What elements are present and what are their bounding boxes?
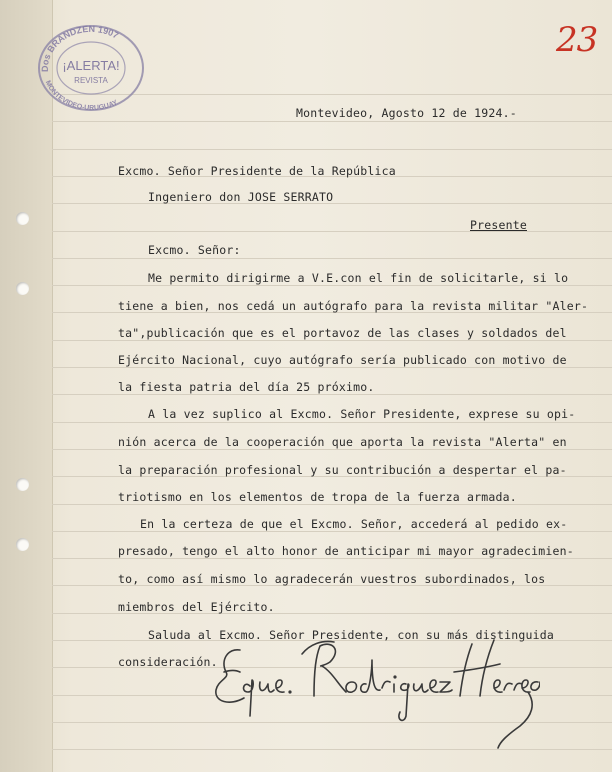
ruled-line [52, 149, 612, 150]
body-line: ta",publicación que es el portavoz de las clases y soldados del [118, 326, 567, 340]
handwritten-signature [210, 620, 540, 750]
body-line: la fiesta patria del día 25 próximo. [118, 380, 375, 394]
ruled-line [52, 504, 612, 505]
salutation: Excmo. Señor: [148, 243, 241, 257]
stamp-sub-text: REVISTA [74, 76, 108, 85]
body-line: miembros del Ejército. [118, 600, 275, 614]
body-line: A la vez suplico al Excmo. Señor Presidente, exprese su opi- [148, 407, 576, 421]
body-line: tiene a bien, nos cedá un autógrafo para la revista militar "Aler- [118, 299, 589, 313]
folio-number: 23 [556, 20, 598, 60]
body-line: Me permito dirigirme a V.E.con el fin de solicitarle, si lo [148, 271, 569, 285]
presente-label: Presente [470, 218, 527, 232]
binder-hole [16, 282, 29, 295]
stamp-arc-top: Dos BRANDZEN 1907 [39, 23, 121, 73]
ruled-line [52, 340, 612, 341]
ruled-line [52, 258, 612, 259]
ruled-line [52, 422, 612, 423]
ruled-line [52, 531, 612, 532]
body-line: la preparación profesional y su contribución a despertar el pa- [118, 463, 567, 477]
ruled-line [52, 367, 612, 368]
alerta-stamp [34, 22, 148, 114]
body-line: triotismo en los elementos de tropa de la fuerza armada. [118, 490, 517, 504]
ruled-line [52, 121, 612, 122]
addressee-line-2: Ingeniero don JOSE SERRATO [148, 190, 334, 204]
body-line: nión acerca de la cooperación que aporta la revista "Alerta" en [118, 435, 567, 449]
body-line: consideración. [118, 655, 218, 669]
body-line: Saluda al Excmo. Señor Presidente, con su más distinguida [148, 628, 555, 642]
ruled-line [52, 449, 612, 450]
body-line: to, como así mismo lo agradecerán vuestros subordinados, los [118, 572, 546, 586]
body-line: presado, tengo el alto honor de anticipar mi mayor agradecimien- [118, 544, 574, 558]
binder-hole [16, 538, 29, 551]
ruled-line [52, 285, 612, 286]
stamp-center-text: ¡ALERTA! [62, 58, 120, 73]
body-line: Ejército Nacional, cuyo autógrafo sería publicado con motivo de [118, 353, 567, 367]
body-line: En la certeza de que el Excmo. Señor, accederá al pedido ex- [140, 517, 568, 531]
place-date: Montevideo, Agosto 12 de 1924.- [296, 106, 517, 120]
ruled-line [52, 231, 612, 232]
ruled-line [52, 558, 612, 559]
addressee-line-1: Excmo. Señor Presidente de la República [118, 164, 396, 178]
binder-hole [16, 478, 29, 491]
binder-hole [16, 212, 29, 225]
ruled-line [52, 394, 612, 395]
stamp-arc-bottom: MONTEVIDEO-URUGUAY [43, 79, 119, 112]
left-margin [0, 0, 53, 772]
